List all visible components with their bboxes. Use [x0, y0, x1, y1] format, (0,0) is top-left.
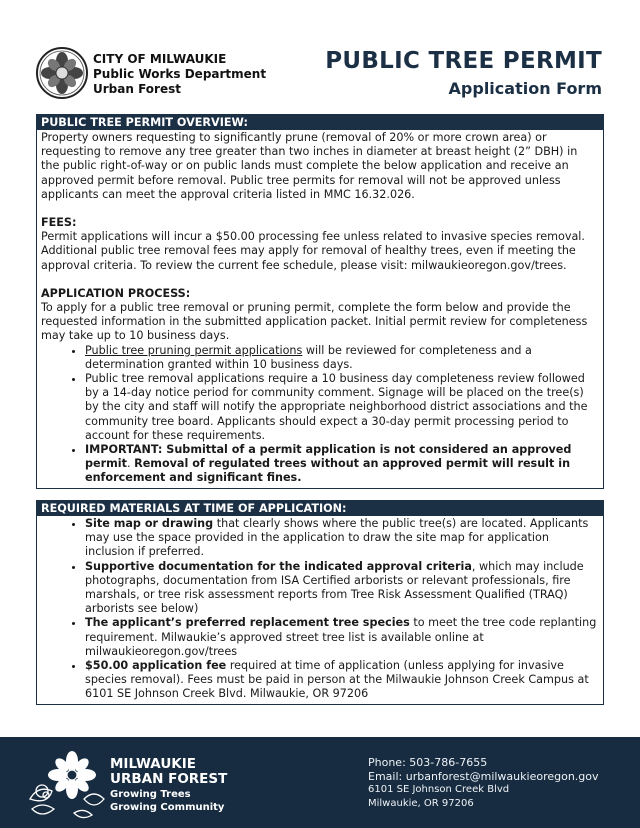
list-item — [85, 344, 599, 372]
page-subtitle: Application Form — [448, 79, 602, 98]
page-title: PUBLIC TREE PERMIT — [325, 48, 602, 74]
process-heading: APPLICATION PROCESS: — [41, 286, 191, 300]
list-item — [85, 517, 599, 560]
org-line-3: Urban Forest — [93, 82, 181, 96]
important-period: . — [126, 457, 131, 471]
overview-section — [36, 114, 604, 489]
footer-address-2: Milwaukie, OR 97206 — [368, 797, 474, 809]
list-item — [85, 443, 599, 486]
footer-brand-line-1: MILWAUKIE — [110, 756, 196, 772]
urban-forest-logo — [22, 747, 110, 819]
enforcement-warning: Removal of regulated trees without an approved permit will result in enforcement and significant fines. — [85, 457, 571, 485]
org-line-1: CITY OF MILWAUKIE — [93, 52, 227, 66]
process-list — [41, 344, 599, 486]
pruning-permit-link[interactable]: Public tree pruning permit applications — [85, 343, 303, 357]
footer-phone: Phone: 503-786-7655 — [368, 756, 488, 769]
material-title: $50.00 application fee — [85, 659, 227, 673]
org-line-2: Public Works Department — [93, 67, 267, 81]
page-footer — [0, 737, 640, 828]
fees-heading: FEES: — [41, 216, 77, 230]
materials-section — [36, 500, 604, 705]
materials-list — [41, 517, 599, 702]
footer-brand-line-2: URBAN FOREST — [110, 771, 228, 787]
bullet-1-text: will be reviewed for completeness and a determination granted within 10 business days. — [85, 343, 532, 371]
process-text: To apply for a public tree removal or pruning permit, complete the form below and provide the requested information in the submitted application packet. Initial permit review for completeness may take up to 10 business days. — [41, 301, 588, 343]
materials-heading: REQUIRED MATERIALS AT TIME OF APPLICATION: — [37, 501, 603, 516]
material-text: , which may include photographs, documentation from ISA Certified arborists or relevant professionals, fire marshals, or tree risk assessment reports from Tree Risk Assessment Qualified (TRAQ) arborists see below) — [85, 559, 584, 616]
material-title: The applicant’s preferred replacement tree species — [85, 616, 410, 630]
list-item — [85, 659, 599, 702]
material-text: to meet the tree code replanting requirement. Milwaukie’s approved street tree list is available online at milwaukieoregon.gov/trees — [85, 616, 597, 658]
list-item — [85, 616, 599, 659]
overview-heading: PUBLIC TREE PERMIT OVERVIEW: — [37, 115, 603, 130]
organization-name — [93, 52, 266, 97]
material-text: required at time of application (unless applying for invasive species removal). Fees must be paid in person at the Milwaukie Johnson Creek Campus at 6101 SE Johnson Creek Blvd. Milwaukie, OR 97206 — [85, 659, 589, 701]
city-seal-logo — [36, 47, 88, 99]
footer-tagline-1: Growing Trees — [110, 789, 191, 800]
footer-tagline-2: Growing Community — [110, 802, 225, 813]
fees-text: Permit applications will incur a $50.00 processing fee unless related to invasive species removal. Additional public tree removal fees may apply for removal of healthy trees, even if meeting the approval criteria. To review the current fee schedule, please visit: milwaukieoregon.gov/trees. — [41, 230, 585, 272]
material-title: Supportive documentation for the indicated approval criteria — [85, 559, 472, 573]
list-item — [85, 560, 599, 617]
footer-contact — [368, 756, 599, 810]
material-title: Site map or drawing — [85, 517, 214, 530]
list-item: • Public tree removal applications require a 10 business day completeness review followed by a 14-day notice period for community comment. Signage will be placed on the tree(s) by the city and staff will notify the appropriate neighborhood district associations and the community tree board. Applicants should expect a 30-day permit processing period to account for these requirements. — [85, 372, 599, 443]
page-header — [0, 0, 640, 110]
important-notice: IMPORTANT: Submittal of a permit application is not considered an approved permit — [85, 443, 572, 471]
material-text: that clearly shows where the public tree(s) are located. Applicants may use the space provided in the application to draw the site map for application inclusion if preferred. — [85, 517, 589, 559]
footer-address-1: 6101 SE Johnson Creek Blvd — [368, 784, 510, 795]
footer-email[interactable]: Email: urbanforest@milwaukieoregon.gov — [368, 769, 599, 783]
overview-intro: Property owners requesting to significantly prune (removal of 20% or more crown area) or requesting to remove any tree greater than two inches in diameter at breast height (2” DBH) in the public right-of-way or on public lands must complete the below application and receive an approved permit before removal. Public tree permits for removal will not be approved unless applicants can meet the approval criteria listed in MMC 16.32.026. — [41, 131, 578, 201]
